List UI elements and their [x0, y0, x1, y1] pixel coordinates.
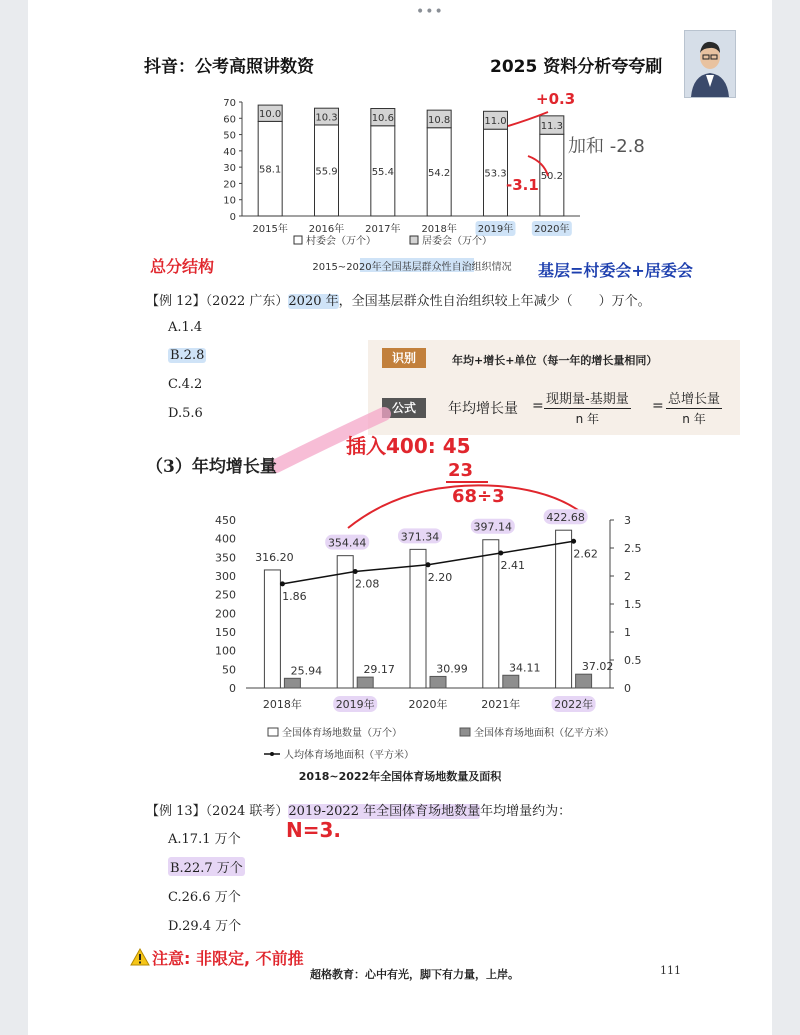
bar-label: 53.3 — [484, 168, 507, 180]
legend-swatch-count — [268, 728, 278, 736]
y-left-tick-label: 450 — [215, 514, 236, 527]
header-right: 2025 资料分析夸夸刷 — [490, 57, 663, 77]
annotation-plus: +0.3 — [536, 90, 576, 108]
x-tick-label: 2017年 — [365, 224, 401, 235]
x-tick-label: 2019年 — [335, 698, 375, 711]
formula-tag: 公式 — [382, 398, 426, 418]
section-title: （3）年均增长量 — [146, 457, 277, 477]
question-12: 【例 12】（2022 广东）2020 年，全国基层群众性自治组织较上年减少（ ）万个。 — [146, 294, 651, 309]
legend-swatch-area — [460, 728, 470, 736]
annotation-insert: 插入400: 45 — [346, 434, 471, 458]
x-tick-label: 2015年 — [252, 224, 288, 235]
bar-label: 55.9 — [315, 166, 338, 178]
y-tick-label: 70 — [223, 98, 236, 109]
y-tick-label: 30 — [223, 163, 236, 175]
warning-icon — [130, 948, 150, 966]
y-right-tick-label: 0 — [624, 682, 631, 695]
annotation-68: 68÷3 — [452, 486, 505, 507]
legend-swatch-resident — [410, 236, 418, 244]
q13-option-a[interactable]: A.17.1 万个 — [168, 832, 241, 847]
y-left-tick-label: 100 — [215, 644, 236, 658]
y-left-tick-label: 200 — [215, 607, 236, 621]
bar-label: 10.0 — [259, 109, 282, 121]
formula-eq-2: = — [652, 398, 664, 414]
bar-label: 10.8 — [428, 114, 451, 126]
q12-option-c[interactable]: C.4.2 — [168, 377, 203, 392]
bar-venue-count — [483, 540, 499, 688]
chart-sports-venues — [28, 508, 772, 788]
y-tick-label: 20 — [223, 179, 236, 191]
y-right-tick-label: 1.5 — [624, 598, 642, 611]
q13-option-b[interactable]: B.22.7 万个 — [168, 857, 245, 876]
bar-value-label: 397.14 — [473, 520, 513, 534]
chart-title: 2015~2020年全国基层群众性自治组织情况 — [312, 262, 512, 273]
x-tick-label: 2019年 — [477, 224, 514, 235]
bar-label: 10.3 — [315, 112, 338, 124]
y-left-tick-label: 350 — [215, 551, 236, 565]
legend-line-point — [270, 752, 274, 756]
x-tick-label: 2020年 — [534, 224, 570, 235]
question-13: 【例 13】（2024 联考）2019-2022 年全国体育场地数量年均增量约为： — [146, 804, 572, 819]
legend-label-area: 全国体育场地面积（亿平方米） — [474, 728, 614, 739]
bar-venue-count — [264, 570, 280, 688]
bar-venue-area — [576, 674, 592, 688]
q12-option-b[interactable]: B.2.8 — [170, 348, 205, 363]
formula-fraction-1: 现期量-基期量 n 年 — [544, 388, 631, 427]
line-value-label: 2.20 — [427, 570, 453, 584]
bar-venue-area — [357, 677, 373, 688]
formula-card — [368, 340, 740, 435]
line-value-label: 2.41 — [500, 559, 526, 573]
y-left-tick-label: 0 — [229, 682, 236, 695]
y-tick-label: 40 — [223, 146, 236, 158]
menu-dots-icon[interactable]: ••• — [416, 4, 444, 20]
legend-label-resident: 居委会（万个） — [422, 236, 492, 247]
x-tick-label: 2016年 — [308, 224, 345, 235]
y-right-tick-label: 1 — [624, 626, 631, 639]
bar-venue-area — [284, 678, 300, 688]
line-point — [353, 569, 358, 574]
annotation-base: 基层=村委会+居委会 — [538, 261, 693, 280]
formula-lhs: 年均增长量 — [448, 401, 518, 417]
x-tick-label: 2021年 — [481, 698, 521, 711]
legend-swatch-village — [294, 236, 302, 244]
line-value-label: 2.08 — [354, 577, 380, 591]
bar-label: 55.4 — [371, 166, 394, 178]
y-tick-label: 60 — [223, 114, 236, 126]
y-left-tick-label: 250 — [215, 588, 236, 602]
line-point — [571, 539, 576, 544]
bar-label: 50.2 — [540, 171, 563, 183]
y-left-tick-label: 400 — [215, 532, 236, 546]
y-left-tick-label: 300 — [215, 570, 236, 583]
annotation-minus: -3.1 — [506, 176, 539, 194]
author-avatar — [684, 30, 736, 98]
x-tick-label: 2018年 — [421, 224, 457, 235]
annotation-sum: 加和 -2.8 — [568, 136, 645, 157]
bar-label: 10.6 — [371, 113, 394, 125]
bar-value-label: 25.94 — [290, 664, 323, 678]
line-value-label: 2.62 — [573, 547, 598, 561]
header-left: 抖音：公考高照讲数资 — [144, 57, 314, 77]
legend-label-count: 全国体育场地数量（万个） — [282, 728, 402, 739]
footer-motto: 超格教育：心中有光，脚下有力量，上岸。 — [310, 968, 519, 981]
line-point — [280, 581, 285, 586]
y-right-tick-label: 3 — [624, 514, 631, 527]
document-page — [28, 0, 772, 1035]
formula-eq-1: = — [532, 398, 544, 414]
chart-grassroots-orgs — [28, 92, 772, 282]
legend-label-line: 人均体育场地面积（平方米） — [284, 750, 414, 761]
y-tick-label: 0 — [229, 212, 236, 223]
bar-venue-count — [556, 530, 572, 688]
y-left-tick-label: 50 — [222, 663, 236, 677]
y-tick-label: 10 — [223, 195, 236, 207]
bar-label: 11.0 — [484, 116, 507, 128]
bar-label: 54.2 — [428, 167, 451, 179]
line-point — [498, 551, 503, 556]
formula-fraction-2: 总增长量 n 年 — [666, 388, 722, 427]
line-value-label: 1.86 — [282, 589, 307, 603]
page-number: 111 — [660, 964, 681, 977]
y-right-tick-label: 2.5 — [624, 542, 642, 555]
bar-value-label: 422.68 — [546, 511, 585, 525]
y-tick-label: 50 — [223, 130, 236, 142]
bar-value-label: 34.11 — [509, 661, 541, 675]
y-left-tick-label: 150 — [215, 626, 236, 639]
bar-label: 11.3 — [540, 121, 563, 133]
q13-option-c[interactable]: C.26.6 万个 — [168, 890, 241, 905]
bar-value-label: 30.99 — [436, 662, 468, 676]
bar-value-label: 316.20 — [255, 550, 294, 564]
bar-value-label: 29.17 — [363, 663, 395, 677]
bar-value-label: 371.34 — [400, 530, 440, 544]
y-right-tick-label: 0.5 — [624, 654, 642, 667]
x-tick-label: 2018年 — [262, 698, 302, 711]
identify-tag: 识别 — [382, 348, 426, 368]
bar-label: 58.1 — [259, 164, 282, 176]
annotation-warning: 注意: 非限定, 不前推 — [152, 949, 304, 968]
annotation-n3: N=3. — [286, 818, 342, 842]
chart-title: 2018~2022年全国体育场地数量及面积 — [298, 770, 502, 783]
x-tick-label: 2022年 — [554, 698, 594, 711]
q12-option-d[interactable]: D.5.6 — [168, 406, 203, 421]
bar-venue-area — [503, 675, 519, 688]
identify-text: 年均+增长+单位（每一年的增长量相同） — [452, 354, 658, 367]
bar-value-label: 354.44 — [327, 536, 367, 550]
bar-venue-count — [337, 556, 353, 688]
y-right-tick-label: 2 — [624, 570, 631, 583]
legend-label-village: 村委会（万个） — [306, 236, 376, 247]
annotation-structure: 总分结构 — [150, 257, 215, 276]
bar-venue-area — [430, 676, 446, 688]
q12-option-a[interactable]: A.1.4 — [168, 320, 203, 335]
x-tick-label: 2020年 — [408, 698, 448, 711]
bar-venue-count — [410, 549, 426, 688]
bar-value-label: 37.02 — [581, 660, 614, 674]
annotation-23: 23 — [448, 460, 474, 481]
q13-option-d[interactable]: D.29.4 万个 — [168, 919, 242, 934]
line-point — [426, 562, 431, 567]
